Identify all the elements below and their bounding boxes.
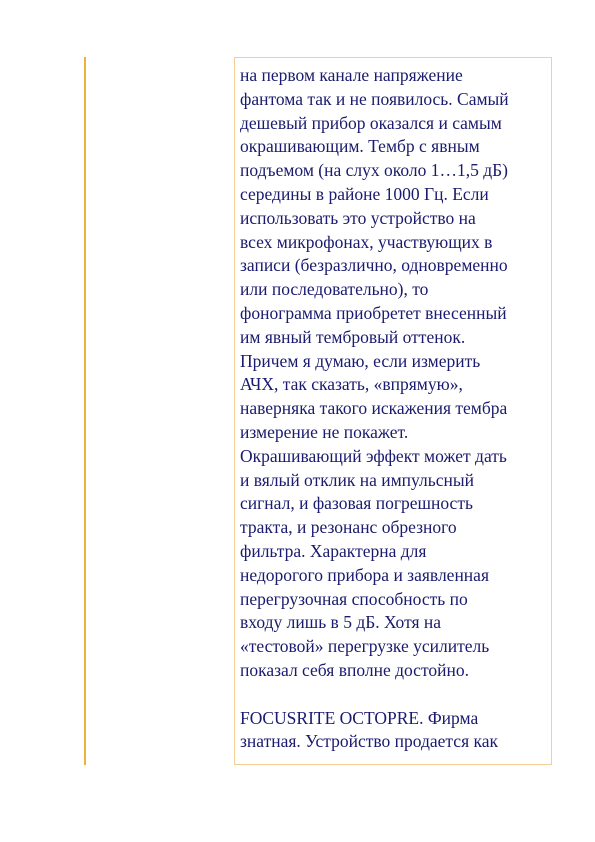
text-line: показал себя вполне достойно. (240, 659, 469, 680)
text-line: фонограмма приобретет внесенный (240, 302, 507, 323)
text-line: фантома так и не появилось. Самый (240, 88, 509, 109)
text-line: или последовательно), то (240, 279, 429, 300)
text-line: АЧХ, так сказать, «впрямую», (240, 374, 463, 395)
margin-rule (84, 57, 86, 765)
text-line: сигнал, и фазовая погрешность (240, 493, 473, 514)
text-line: записи (безразлично, одновременно (240, 255, 508, 276)
text-line: середины в районе 1000 Гц. Если (240, 183, 489, 204)
text-line: недорогого прибора и заявленная (240, 564, 489, 585)
text-line: Причем я думаю, если измерить (240, 350, 481, 371)
text-line: измерение не покажет. (240, 421, 409, 442)
text-line: знатная. Устройство продается как (240, 731, 498, 752)
text-line: «тестовой» перегрузке усилитель (240, 636, 490, 657)
text-line: им явный тембровый оттенок. (240, 326, 466, 347)
text-line: использовать это устройство на (240, 207, 476, 228)
text-line: Окрашивающий эффект может дать (240, 445, 507, 466)
text-line: фильтра. Характерна для (240, 540, 427, 561)
text-line: окрашивающим. Тембр с явным (240, 136, 480, 157)
text-line: входу лишь в 5 дБ. Хотя на (240, 612, 442, 633)
text-column (234, 57, 552, 765)
text-line: дешевый прибор оказался и самым (240, 112, 502, 133)
text-line: подъемом (на слух около 1…1,5 дБ) (240, 160, 509, 181)
text-line: и вялый отклик на импульсный (240, 469, 474, 490)
paragraph (240, 64, 551, 683)
text-line: перегрузочная способность по (240, 588, 468, 609)
text-line: тракта, и резонанс обрезного (240, 517, 457, 538)
text-line: всех микрофонах, участвующих в (240, 231, 493, 252)
text-line: наверняка такого искажения тембра (240, 398, 508, 419)
paragraph (240, 707, 551, 755)
text-line: на первом канале напряжение (240, 65, 463, 85)
text-line: FOCUSRITE OCTOPRE. Фирма (240, 707, 479, 728)
